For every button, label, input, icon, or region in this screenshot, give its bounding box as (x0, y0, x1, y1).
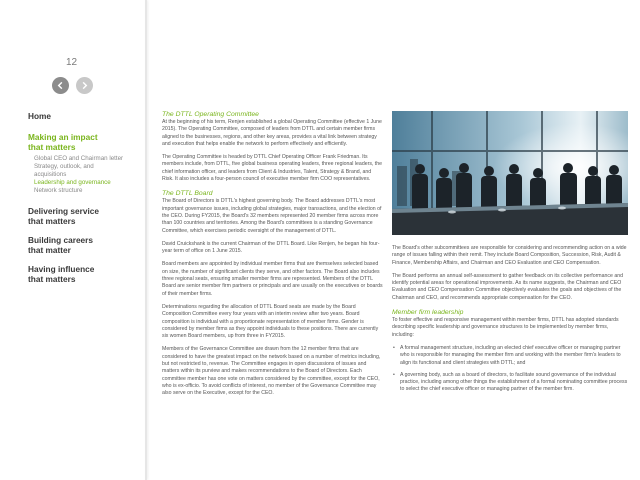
right-text-column (392, 245, 628, 399)
paragraph: At the beginning of his term, Renjen established a global Operating Committee (effective 1 June 2015). The Operating Committee, composed of leaders from DTTL and certain member firms aligned to the businesses, regions, and other key areas, provides a vital link between strategy and execution that helps enable the network to perform effectively and efficiently. (162, 119, 382, 147)
paragraph: Determinations regarding the allocation of DTTL Board seats are made by the Board Composition Committee every four years with an interim review after two years. Board composition is individual with a proportionate representation of member firms. Gender is considered by member firms as they appoint individuals to these positions. There are currently six women Board members, up from three in FY2015. (162, 303, 379, 340)
boardroom-photo (392, 111, 628, 235)
nav-item-having-influence[interactable]: Having influence that matters (28, 263, 95, 285)
paragraph: The Board performs an annual self-assessment to gather feedback on its collective performance and identify potential areas for operational improvements. As its name suggests, the Chairman and CEO Evaluation and CEO Compensation Committee objectively evaluates the goals and objectives of the Chairman and CEO, and recommends appropriate compensation for the CEO. (392, 272, 623, 301)
heading-member-firm-leadership: Member firm leadership (392, 309, 464, 317)
paragraph: Members of the Governance Committee are drawn from the 12 member firms that are considered to have the greatest impact on the network based on a number of metrics including, but not restricted to, revenue. The Committee engages in open discussions of issues and matters within its purview and makes recommendations to the Board of Directors. Each committee member has one vote on matters considered by the committee, except for the CEO, who is ex-officio. To avoid conflicts of interest, no member of the Governance Committee may also serve on the Executive, except for the CEO. (162, 346, 381, 397)
list-item: • A governing body, such as a board of directors, to facilitate sound governance of the individual practice, including among other things the establishment of a formal nominating committee process to select the chief executive officer or managing partner of the member firm. (392, 372, 628, 394)
left-text-column (162, 110, 384, 404)
nav-item-building-careers[interactable]: Building careers that matter (28, 234, 94, 256)
nav-subitem-strategy-outlook[interactable]: Strategy, outlook, and acquisitions (34, 162, 94, 178)
page-number: 12 (66, 57, 78, 68)
nav-subitem-leadership-governance[interactable]: Leadership and governance (34, 179, 111, 187)
paragraph: The Board's other subcommittees are responsible for considering and recommending action on a wide range of issues falling within their remit. They include Board Composition, Succession, Risk, Audit & Finance, Membership Affairs, and Chairman and CEO Evaluation and CEO Compensation. (392, 245, 627, 266)
paragraph: To foster effective and responsive management within member firms, DTTL has adopted standards describing specific leadership and governance structures to be implemented by member firms, including: (392, 317, 619, 338)
nav-item-making-an-impact[interactable]: Making an impact that matters (28, 131, 98, 152)
nav-item-home[interactable]: Home (28, 111, 52, 121)
heading-dttl-board: The DTTL Board (162, 190, 213, 198)
nav-item-delivering-service[interactable]: Delivering service that matters (28, 205, 100, 227)
paragraph: The Operating Committee is headed by DTTL Chief Operating Officer Frank Friedman. Its members include, from DTTL, five global business operating leaders, three regional leaders, the chief information officer, and leaders from Client & Industries, Talent, Strategy & Brand, and Risk. It also includes a four-person council of executive member firm COO representatives. (162, 154, 383, 183)
leadership-bullet-list (392, 345, 628, 394)
paragraph: David Cruickshank is the current Chairman of the DTTL Board. Like Renjen, he began his four-year term of office on 1 June 2015. (162, 240, 380, 255)
nav-subitem-network-structure[interactable]: Network structure (34, 187, 83, 195)
list-item: • A formal management structure, including an elected chief executive officer or managing partner who is responsible for managing the member firm and working with the member firm's leaders to align its functional and client strategies with DTTL; and (392, 345, 628, 367)
paragraph: Board members are appointed by individual member firms that are themselves selected based on size, the number of significant clients they serve, and other factors. The Board also includes three regional seats, ensuring smaller member firms are represented. Members of the DTTL Board are senior member firm partners or principals and are usually on the executives or boards of their member firms. (162, 261, 383, 297)
nav-subitem-ceo-chairman-letter[interactable]: Global CEO and Chairman letter (34, 154, 124, 162)
paragraph: The Board of Directors is DTTL's highest governing body. The Board addresses DTTL's most important governance issues, including global strategies, major transactions, and the election of the CEO. During FY2015, the Board's 32 members represented 20 member firms across more than 100 countries and territories. Among the Board's committees is a standing Governance Committee, which exercises periodic oversight of the management of DTTL. (162, 198, 382, 234)
heading-operating-committee: The DTTL Operating Committee (162, 111, 259, 118)
